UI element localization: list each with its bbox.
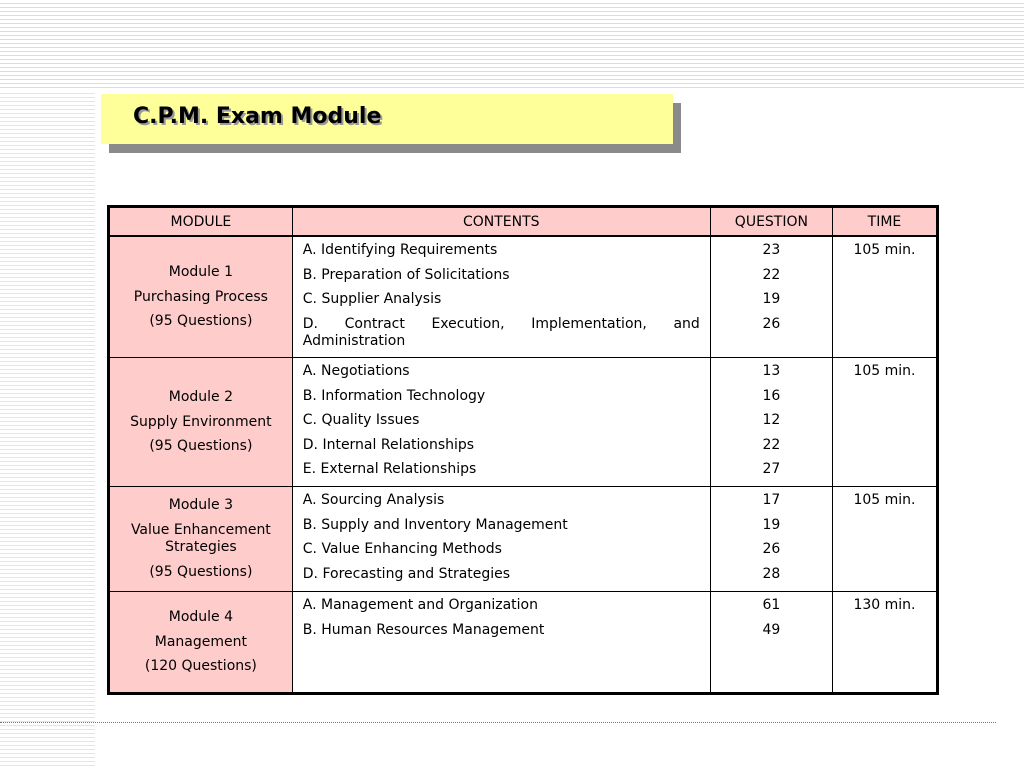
- content-item: D. Contract Execution, Implementation, and Administration: [302, 315, 700, 349]
- contents-cell: [292, 236, 710, 358]
- question-cell: [710, 236, 832, 358]
- question-cell: [710, 487, 832, 592]
- module-subject: Management: [154, 633, 247, 650]
- content-item: A. Sourcing Analysis: [302, 492, 445, 508]
- module-cell: [109, 487, 293, 592]
- module-subject: Purchasing Process: [133, 288, 268, 305]
- question-count: 19: [762, 516, 781, 533]
- content-item: D. Forecasting and Strategies: [302, 565, 511, 582]
- content-item: B. Human Resources Management: [302, 621, 545, 638]
- question-count: 23: [762, 242, 781, 258]
- content-item: A. Management and Organization: [302, 597, 538, 613]
- question-count: 61: [762, 597, 781, 613]
- question-count: 49: [762, 621, 781, 638]
- module-question-count: (95 Questions): [149, 438, 253, 455]
- module-question-count: (95 Questions): [149, 313, 253, 330]
- content-item: B. Information Technology: [302, 387, 486, 404]
- header-module: MODULE: [109, 207, 293, 237]
- content-item: D. Internal Relationships: [302, 436, 475, 453]
- top-stripe-background: [0, 0, 1024, 90]
- question-count: 16: [762, 387, 781, 404]
- time-cell: [832, 358, 937, 487]
- question-count: 28: [762, 565, 781, 582]
- question-count: 22: [762, 266, 781, 283]
- content-item: C. Value Enhancing Methods: [302, 541, 502, 558]
- module-question-count: (95 Questions): [149, 563, 253, 580]
- question-cell: [710, 358, 832, 487]
- contents-cell: [292, 487, 710, 592]
- question-count: 22: [762, 436, 781, 453]
- contents-cell: [292, 358, 710, 487]
- table-header-row: [109, 207, 938, 237]
- question-count: 12: [762, 412, 781, 429]
- time-cell: [832, 487, 937, 592]
- header-time: TIME: [832, 207, 937, 237]
- question-count: 13: [762, 363, 781, 379]
- question-count: 26: [762, 315, 781, 332]
- slide-title: C.P.M. Exam Module: [133, 104, 382, 129]
- content-item: C. Supplier Analysis: [302, 291, 442, 308]
- question-count: 17: [762, 492, 781, 508]
- time-value: 105 min.: [853, 492, 916, 508]
- question-count: 19: [762, 291, 781, 308]
- bottom-dotted-divider: [0, 722, 996, 723]
- header-question: QUESTION: [710, 207, 832, 237]
- time-value: 130 min.: [853, 597, 916, 613]
- contents-cell: [292, 592, 710, 694]
- content-item: B. Supply and Inventory Management: [302, 516, 568, 533]
- module-name: Module 3: [168, 497, 234, 514]
- module-name: Module 4: [168, 608, 234, 625]
- module-question-count: (120 Questions): [144, 658, 257, 675]
- question-count: 27: [762, 461, 781, 478]
- question-count: 26: [762, 541, 781, 558]
- table-row: [109, 236, 938, 358]
- time-cell: [832, 236, 937, 358]
- module-name: Module 1: [168, 263, 234, 280]
- table-row: [109, 487, 938, 592]
- module-cell: [109, 236, 293, 358]
- content-item: E. External Relationships: [302, 461, 477, 478]
- module-cell: [109, 358, 293, 487]
- time-value: 105 min.: [853, 242, 916, 258]
- content-item: A. Negotiations: [302, 363, 410, 379]
- time-cell: [832, 592, 937, 694]
- header-contents: CONTENTS: [292, 207, 710, 237]
- question-cell: [710, 592, 832, 694]
- content-item: A. Identifying Requirements: [302, 242, 498, 258]
- module-subject: Value Enhancement Strategies: [130, 522, 271, 555]
- module-subject: Supply Environment: [130, 413, 272, 430]
- module-cell: [109, 592, 293, 694]
- time-value: 105 min.: [853, 363, 916, 379]
- content-item: B. Preparation of Solicitations: [302, 266, 510, 283]
- left-stripe-background: [0, 90, 95, 768]
- module-name: Module 2: [168, 388, 234, 405]
- title-box: [101, 94, 673, 144]
- content-item: C. Quality Issues: [302, 412, 420, 429]
- table-row: [109, 592, 938, 694]
- table-row: [109, 358, 938, 487]
- exam-module-table: [107, 205, 939, 695]
